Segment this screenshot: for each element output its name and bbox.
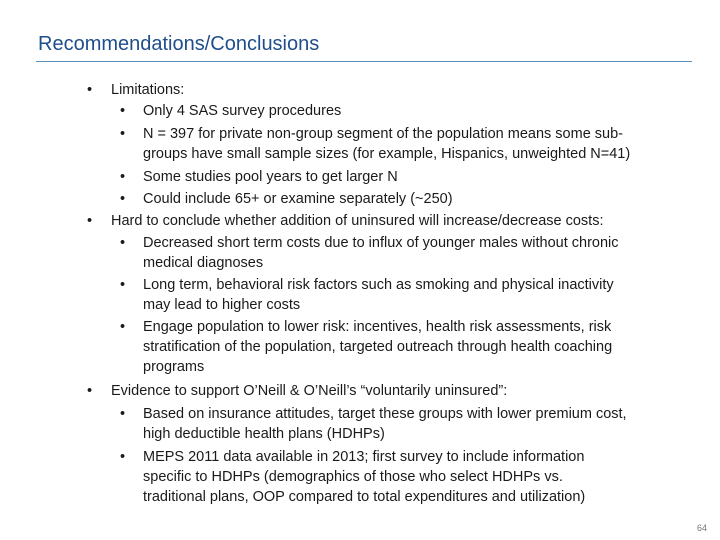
section-heading-costs: Hard to conclude whether addition of uninsured will increase/decrease costs: [111, 213, 604, 229]
bullet-icon: • [120, 277, 126, 293]
bullet-icon: • [120, 126, 126, 142]
bullet-icon: • [87, 213, 93, 229]
list-item-line: Engage population to lower risk: incentives, health risk assessments, risk [143, 319, 612, 335]
list-item-line: MEPS 2011 data available in 2013; first survey to include information [143, 449, 585, 465]
bullet-icon: • [87, 82, 93, 98]
list-item-line: groups have small sample sizes (for example, Hispanics, unweighted N=41) [143, 146, 631, 162]
bullet-icon: • [120, 235, 126, 251]
bullet-icon: • [87, 383, 93, 399]
list-item-line: Could include 65+ or examine separately (~250) [143, 191, 453, 207]
list-item-line: Decreased short term costs due to influx of younger males without chronic [143, 235, 619, 251]
list-item-line: stratification of the population, targeted outreach through health coaching [143, 339, 613, 355]
page-number: 64 [696, 523, 707, 533]
list-item-line: Long term, behavioral risk factors such as smoking and physical inactivity [143, 277, 614, 293]
list-item-line: Only 4 SAS survey procedures [143, 103, 342, 119]
bullet-icon: • [120, 449, 126, 465]
list-item-line: programs [143, 359, 205, 375]
slide-title: Recommendations/Conclusions [38, 33, 320, 55]
list-item-line: traditional plans, OOP compared to total expenditures and utilization) [143, 489, 586, 505]
bullet-icon: • [120, 169, 126, 185]
list-item-line: medical diagnoses [143, 255, 264, 271]
section-heading-limitations: Limitations: [111, 82, 185, 98]
bullet-icon: • [120, 319, 126, 335]
bullet-icon: • [120, 406, 126, 422]
title-divider [36, 61, 692, 62]
list-item-line: specific to HDHPs (demographics of those who select HDHPs vs. [143, 469, 563, 485]
bullet-icon: • [120, 103, 126, 119]
list-item-line: Some studies pool years to get larger N [143, 169, 398, 185]
list-item-line: N = 397 for private non-group segment of the population means some sub- [143, 126, 623, 142]
bullet-icon: • [120, 191, 126, 207]
section-heading-evidence: Evidence to support O’Neill & O’Neill’s “voluntarily uninsured”: [111, 383, 508, 399]
list-item-line: high deductible health plans (HDHPs) [143, 426, 385, 442]
list-item-line: Based on insurance attitudes, target these groups with lower premium cost, [143, 406, 627, 422]
list-item-line: may lead to higher costs [143, 297, 301, 313]
